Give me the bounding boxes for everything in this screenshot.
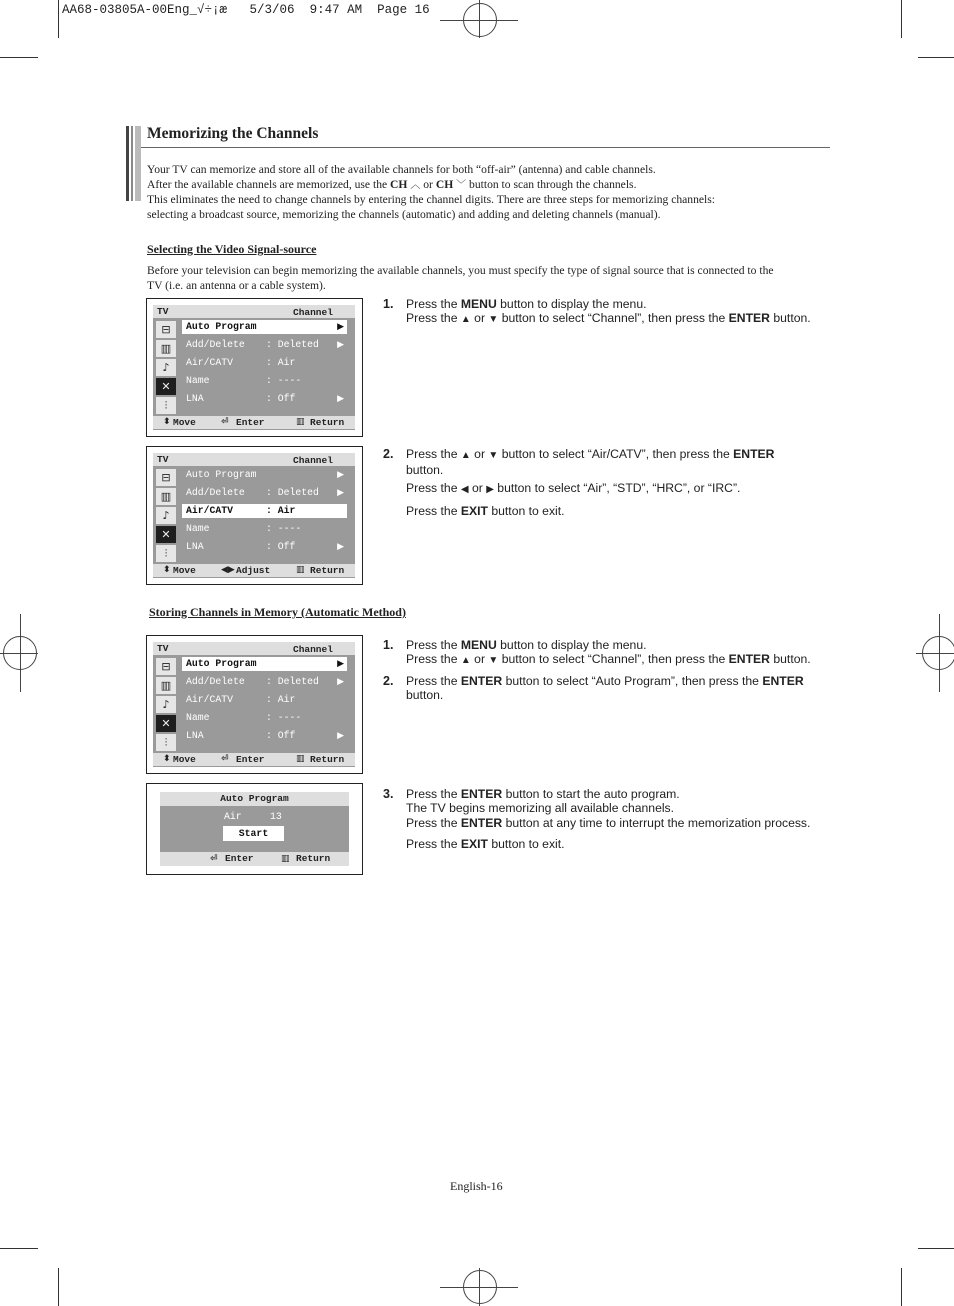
sound-icon: ♪: [156, 696, 176, 713]
menu-item-add-delete: Add/Delete : Deleted ▶: [186, 487, 344, 498]
menu-item-auto-program: Auto Program ▶: [186, 469, 344, 480]
crop-mark: [0, 57, 38, 58]
osd-auto-number: 13: [270, 811, 282, 822]
osd-auto-title: Auto Program: [160, 792, 349, 806]
osd-start-button: Start: [223, 826, 284, 841]
menu-item-auto-program: Auto Program ▶: [182, 657, 347, 671]
setup-icon: ⫶: [156, 397, 176, 414]
arrow-right-icon: ▶: [337, 677, 344, 687]
subsection-title-auto-memory: Storing Channels in Memory (Automatic Method): [149, 605, 406, 619]
channel-icon: ✕: [156, 378, 176, 395]
slug-time: 9:47 AM: [309, 3, 363, 17]
channel-icon: ✕: [156, 526, 176, 543]
menu-item-lna: LNA : Off ▶: [186, 541, 344, 552]
osd-footer: ⬍ Move ⏎ Enter ▥ Return: [153, 753, 355, 766]
intro-line: Your TV can memorize and store all of the available channels for both “off-air” (antenna) and cable channels.: [147, 163, 656, 176]
down-triangle-icon: ▼: [488, 450, 499, 461]
crop-mark: [0, 1248, 38, 1249]
intro-line: After the available channels are memorized, use the CH ︿ or CH ﹀ button to scan through the channels.: [147, 177, 637, 191]
enter-icon: ⏎: [210, 854, 218, 864]
menu-icon: ▥: [296, 754, 305, 764]
arrow-right-icon: ▶: [337, 488, 344, 498]
menu-item-add-delete: Add/Delete : Deleted ▶: [186, 339, 344, 350]
up-triangle-icon: ▲: [460, 314, 471, 326]
menu-item-air-catv: Air/CATV : Air: [182, 504, 347, 518]
step-number: 2.: [383, 674, 394, 688]
osd-channel-menu-3: TV Channel ⊟ ▥ ♪ ✕ ⫶ Auto Program ▶ Add/Delete : Deleted ▶ Air/CATV : Air Name : ---- LNA : Off ▶ ⬍ Move ⏎ Enter ▥ Return: [146, 635, 363, 774]
arrow-right-icon: ▶: [337, 659, 344, 669]
step-number: 2.: [383, 447, 394, 461]
step-number: 3.: [383, 787, 394, 801]
arrow-right-icon: ▶: [337, 394, 344, 404]
step-text: Press the MENU button to display the menu. Press the ▲ or ▼ button to select “Channel”, then press the ENTER button.: [406, 297, 811, 326]
enter-icon: ⏎: [221, 417, 229, 427]
arrow-right-icon: ▶: [337, 731, 344, 741]
osd-auto-program: [146, 783, 363, 875]
menu-item-name: Name : ----: [186, 375, 302, 386]
left-triangle-icon: ◀: [460, 483, 469, 495]
slug-line: [62, 3, 430, 17]
right-triangle-icon: ▶: [486, 483, 494, 495]
crop-mark: [58, 0, 59, 38]
input-icon: ⊟: [156, 321, 176, 338]
move-icon: ⬍: [163, 417, 171, 427]
subsection-title-signal-source: Selecting the Video Signal-source: [147, 242, 317, 256]
menu-item-lna: LNA : Off ▶: [186, 393, 344, 404]
title-rule: [141, 147, 830, 148]
move-icon: ⬍: [163, 754, 171, 764]
intro-line: This eliminates the need to change channels by entering the channel digits. There are three steps for memorizing channels:: [147, 193, 716, 207]
picture-icon: ▥: [156, 340, 176, 357]
osd-footer: ⏎ Enter ▥ Return: [160, 852, 349, 866]
arrow-right-icon: ▶: [337, 340, 344, 350]
sound-icon: ♪: [156, 359, 176, 376]
menu-icon: ▥: [296, 417, 305, 427]
section-bar: [126, 126, 141, 201]
step-text: Press the ENTER button to select “Auto Program”, then press the ENTER button.: [406, 674, 804, 703]
step-text: Press the ENTER button to start the auto program. The TV begins memorizing all available channels. Press the ENTER button at any time to interrupt the memorization process. Press the EXIT button to exit.: [406, 787, 811, 851]
page-number: English-16: [450, 1179, 503, 1193]
crop-mark: [901, 0, 902, 38]
menu-item-name: Name : ----: [186, 523, 302, 534]
slug-date: 5/3/06: [249, 3, 295, 17]
intro-paragraph: [147, 163, 837, 223]
left-right-icon: ◀▶: [221, 565, 235, 575]
input-icon: ⊟: [156, 469, 176, 486]
picture-icon: ▥: [156, 488, 176, 505]
osd-auto-source: Air: [224, 811, 242, 822]
setup-icon: ⫶: [156, 734, 176, 751]
chevron-up-icon: ︿: [410, 179, 421, 191]
menu-icon: ▥: [281, 854, 290, 864]
down-triangle-icon: ▼: [488, 655, 499, 667]
menu-item-add-delete: Add/Delete : Deleted ▶: [186, 676, 344, 687]
step-number: 1.: [383, 297, 394, 311]
subsection-description: Before your television can begin memorizing the available channels, you must specify the type of signal source that is connected to the TV (i.e. an antenna or a cable system).: [147, 264, 774, 292]
step-text: Press the MENU button to display the menu. Press the ▲ or ▼ button to select “Channel”, then press the ENTER button.: [406, 638, 811, 667]
enter-icon: ⏎: [221, 754, 229, 764]
menu-item-auto-program: Auto Program ▶: [182, 320, 347, 334]
chevron-down-icon: ﹀: [456, 179, 467, 191]
sound-icon: ♪: [156, 507, 176, 524]
osd-footer: ⬍ Move ◀▶ Adjust ▥ Return: [153, 564, 355, 577]
crop-mark: [918, 57, 954, 58]
crop-mark: [901, 1268, 902, 1306]
slug-file: AA68-03805A-00Eng_√÷¡æ: [62, 3, 228, 17]
slug-page: Page 16: [377, 3, 430, 17]
menu-item-air-catv: Air/CATV : Air: [186, 357, 296, 368]
up-triangle-icon: ▲: [460, 450, 471, 461]
menu-icon: ▥: [296, 565, 305, 575]
osd-channel-menu-1: TV Channel ⊟ ▥ ♪ ✕ ⫶ Auto Program ▶ Add/Delete : Deleted ▶ Air/CATV : Air Name : ---- LNA : Off ▶ ⬍ Move ⏎ Enter ▥ Return: [146, 298, 363, 437]
step-text: Press the ▲ or ▼ button to select “Air/CATV”, then press the ENTER button. Press the ◀ or ▶ button to select “Air”, “STD”, “HRC”, or “IRC”. Press the EXIT button to exit.: [406, 447, 775, 518]
menu-item-name: Name : ----: [186, 712, 302, 723]
move-icon: ⬍: [163, 565, 171, 575]
arrow-right-icon: ▶: [337, 470, 344, 480]
menu-item-lna: LNA : Off ▶: [186, 730, 344, 741]
up-triangle-icon: ▲: [460, 655, 471, 667]
picture-icon: ▥: [156, 677, 176, 694]
arrow-right-icon: ▶: [337, 322, 344, 332]
crop-mark: [918, 1248, 954, 1249]
arrow-right-icon: ▶: [337, 542, 344, 552]
intro-line: selecting a broadcast source, memorizing the channels (automatic) and adding and deleting channels (manual).: [147, 208, 661, 222]
step-number: 1.: [383, 638, 394, 652]
menu-item-air-catv: Air/CATV : Air: [186, 694, 296, 705]
page-title: Memorizing the Channels: [147, 125, 319, 142]
down-triangle-icon: ▼: [488, 314, 499, 326]
osd-channel-menu-2: TV Channel ⊟ ▥ ♪ ✕ ⫶ Auto Program ▶ Add/Delete : Deleted ▶ Air/CATV : Air Name : ---- LNA : Off ▶ ⬍ Move ◀▶ Adjust ▥ Return: [146, 446, 363, 585]
setup-icon: ⫶: [156, 545, 176, 562]
osd-footer: ⬍ Move ⏎ Enter ▥ Return: [153, 416, 355, 429]
input-icon: ⊟: [156, 658, 176, 675]
crop-mark: [58, 1268, 59, 1306]
channel-icon: ✕: [156, 715, 176, 732]
